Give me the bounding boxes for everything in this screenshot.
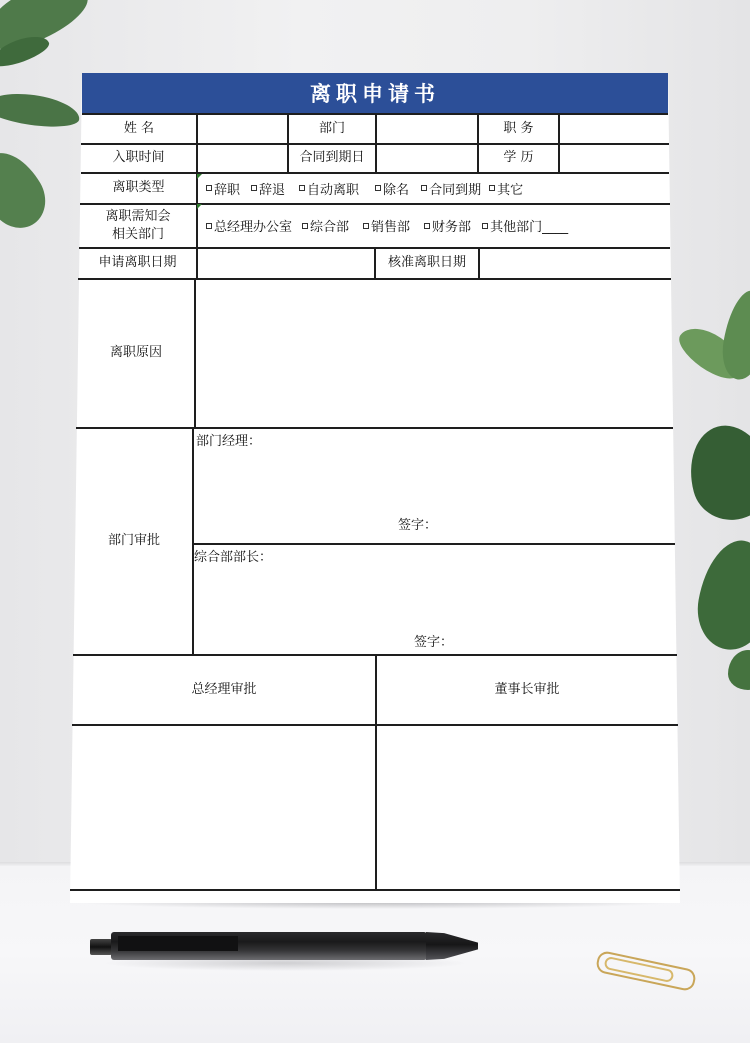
reason-label: 离职原因 bbox=[109, 345, 162, 361]
education-label: 学 历 bbox=[503, 150, 534, 166]
apply-date-field[interactable] bbox=[198, 248, 374, 278]
checkbox-icon[interactable] bbox=[363, 223, 369, 229]
gm-approval-label: 总经理审批 bbox=[191, 681, 257, 697]
option-contract-expired[interactable]: 合同到期 bbox=[421, 179, 481, 198]
option-resign[interactable]: 辞职 bbox=[206, 179, 240, 198]
hire-date-label: 入职时间 bbox=[112, 150, 165, 166]
contract-end-label: 合同到期日 bbox=[299, 150, 365, 166]
hire-date-field[interactable] bbox=[198, 144, 287, 172]
name-field[interactable] bbox=[198, 114, 287, 143]
cell-comment-marker bbox=[197, 174, 202, 179]
checkbox-icon[interactable] bbox=[421, 185, 427, 191]
position-label: 职 务 bbox=[503, 120, 534, 136]
approved-date-field[interactable] bbox=[480, 248, 670, 278]
pen-clip bbox=[118, 936, 238, 951]
education-field[interactable] bbox=[560, 144, 668, 172]
position-field[interactable] bbox=[560, 114, 668, 143]
approved-date-label: 核准离职日期 bbox=[387, 255, 466, 271]
option-dismissed[interactable]: 辞退 bbox=[251, 179, 285, 198]
apply-date-label: 申请离职日期 bbox=[98, 255, 177, 271]
checkbox-icon[interactable] bbox=[206, 223, 212, 229]
dept-manager-signature-label: 签字： bbox=[398, 518, 438, 533]
checkbox-icon[interactable] bbox=[375, 185, 381, 191]
contract-end-field[interactable] bbox=[377, 144, 477, 172]
option-finance-dept[interactable]: 财务部 bbox=[424, 216, 471, 235]
admin-head-signature-label: 签字： bbox=[414, 635, 454, 650]
checkbox-icon[interactable] bbox=[482, 223, 488, 229]
checkbox-icon[interactable] bbox=[299, 185, 305, 191]
grid-line bbox=[193, 543, 675, 545]
admin-head-label: 综合部部长： bbox=[194, 550, 273, 565]
admin-head-field[interactable] bbox=[194, 564, 674, 624]
dept-manager-label: 部门经理： bbox=[196, 434, 262, 449]
checkbox-icon[interactable] bbox=[489, 185, 495, 191]
option-voluntary-leave[interactable]: 自动离职 bbox=[299, 179, 359, 198]
chairman-approval-label: 董事长审批 bbox=[494, 681, 560, 697]
option-other[interactable]: 其它 bbox=[489, 179, 523, 198]
department-field[interactable] bbox=[377, 114, 477, 143]
checkbox-icon[interactable] bbox=[424, 223, 430, 229]
gm-approval-field[interactable] bbox=[72, 726, 375, 889]
notify-departments-options bbox=[206, 204, 582, 247]
option-admin-dept[interactable]: 综合部 bbox=[302, 216, 349, 235]
notify-departments-label: 离职需知会 相关部门 bbox=[105, 208, 171, 242]
resignation-type-options bbox=[206, 173, 537, 203]
cell-comment-marker bbox=[197, 204, 202, 209]
option-gm-office[interactable]: 总经理办公室 bbox=[206, 216, 292, 235]
pen-button bbox=[90, 939, 112, 955]
grid-line bbox=[70, 889, 680, 891]
option-sales-dept[interactable]: 销售部 bbox=[363, 216, 410, 235]
option-other-dept[interactable]: 其他部门____ bbox=[482, 216, 568, 235]
checkbox-icon[interactable] bbox=[206, 185, 212, 191]
dept-manager-field[interactable] bbox=[194, 448, 674, 508]
reason-field[interactable] bbox=[196, 279, 672, 427]
checkbox-icon[interactable] bbox=[251, 185, 257, 191]
resignation-type-label: 离职类型 bbox=[112, 180, 165, 196]
chairman-approval-field[interactable] bbox=[377, 726, 678, 889]
form-title: 离职申请书 bbox=[82, 73, 668, 113]
option-expelled[interactable]: 除名 bbox=[375, 179, 409, 198]
name-label: 姓 名 bbox=[123, 120, 155, 136]
checkbox-icon[interactable] bbox=[302, 223, 308, 229]
dept-approval-label: 部门审批 bbox=[107, 533, 160, 549]
department-label: 部门 bbox=[318, 120, 345, 136]
